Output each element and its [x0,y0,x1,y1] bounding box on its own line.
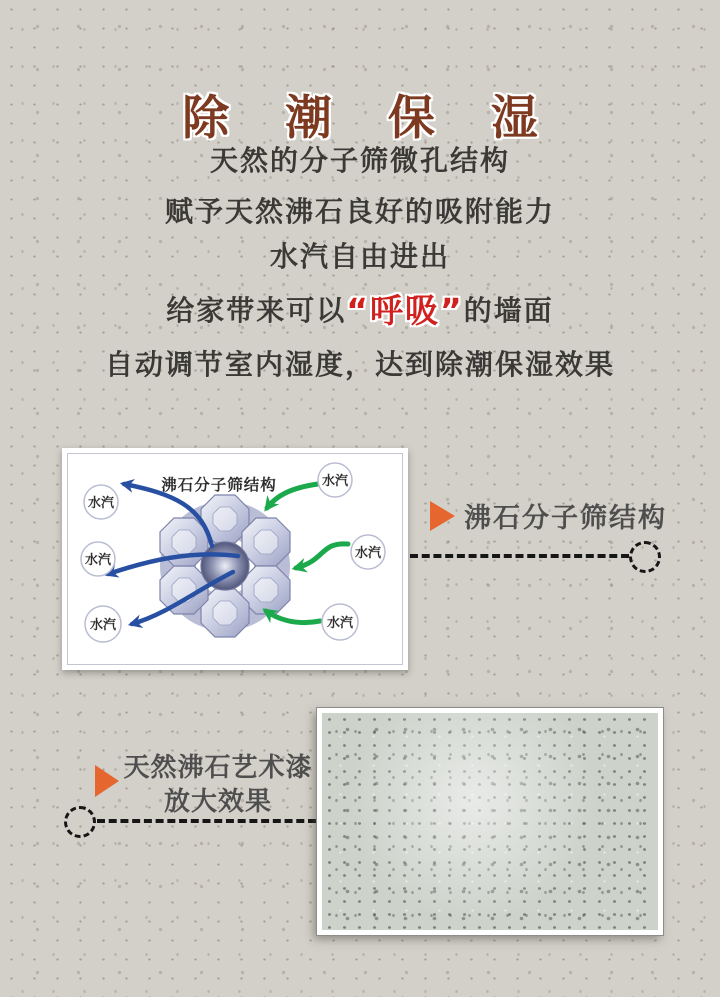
intro-line-3: 水汽自由进出 [269,240,450,273]
vapor-bubble-label: 水汽 [89,618,117,633]
arrow-triangle-icon [430,501,455,531]
intro-line-2: 赋予天然沸石良好的吸附能力 [164,195,555,228]
structure-callout-label: 沸石分子筛结构 [464,503,667,534]
magnified-callout [120,751,316,819]
zeolite-paint-texture-photo [317,708,663,935]
dotted-connector-line [410,554,629,558]
intro-line-4-suffix: 的墙面 [463,294,554,327]
vapor-bubble-label: 水汽 [354,546,382,561]
page-title: 除 潮 保 湿 [182,91,558,147]
zeolite-diagram-card [62,448,408,670]
vapor-bubble-label: 水汽 [321,474,349,489]
vapor-bubble [318,463,352,497]
dotted-circle-marker [64,806,96,838]
vapor-in-arrow-middle [296,544,348,568]
magnified-callout-line-2: 放大效果 [163,787,272,817]
vapor-bubble [85,606,121,642]
zeolite-diagram-svg [62,448,408,670]
intro-line-4 [0,285,720,332]
dotted-circle-marker [629,541,661,573]
intro-line-4-prefix: 给家带来可以 [166,294,347,327]
vapor-bubble [81,542,115,576]
dotted-connector-line [97,819,316,823]
breathing-highlight: “呼吸” [346,291,464,330]
structure-callout [430,496,667,535]
vapor-bubble [322,604,358,640]
intro-line-5: 自动调节室内湿度，达到除潮保湿效果 [104,348,615,381]
vapor-bubble-label: 水汽 [87,496,115,511]
vapor-bubble [351,535,385,569]
vapor-bubble [84,485,118,519]
diagram-title: 沸石分子筛结构 [161,476,277,494]
magnified-callout-line-1: 天然沸石艺术漆 [123,753,313,783]
arrow-triangle-icon [95,765,119,797]
vapor-bubble-label: 水汽 [84,553,112,568]
intro-line-1: 天然的分子筛微孔结构 [209,144,510,177]
vapor-bubble-label: 水汽 [326,616,354,631]
